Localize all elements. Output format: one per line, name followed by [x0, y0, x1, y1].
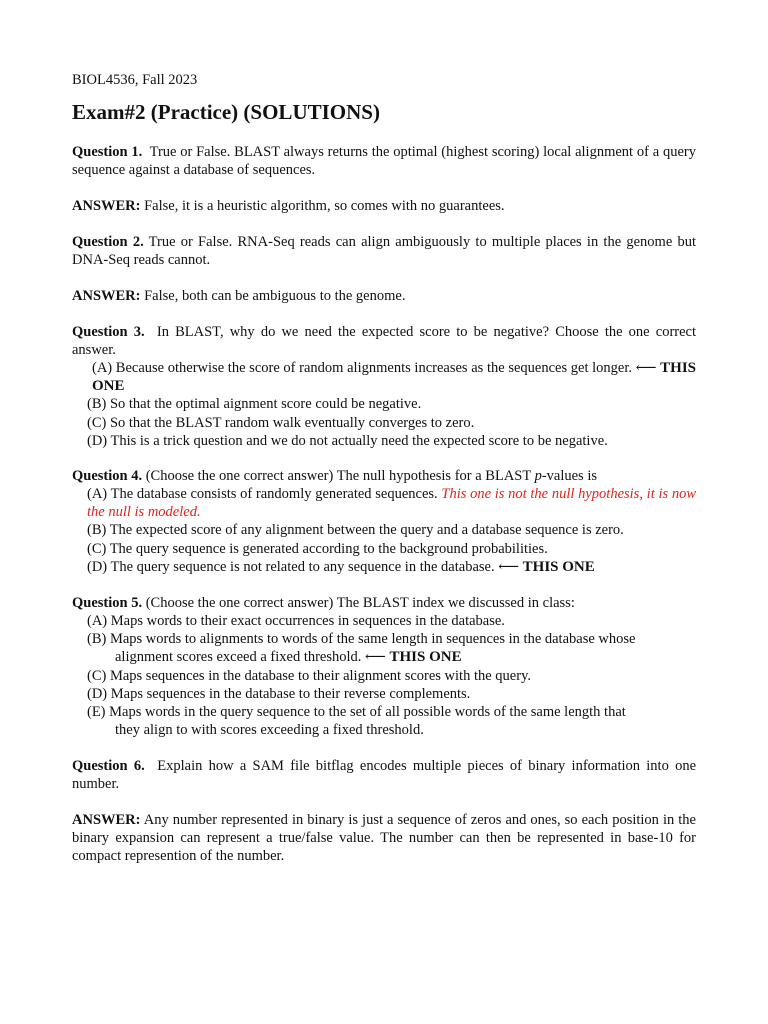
correct-marker: THIS ONE: [522, 558, 595, 575]
question-6: [72, 757, 696, 793]
course-line: BIOL4536, Fall 2023: [72, 72, 198, 88]
question-2-text: True or False. RNA-Seq reads can align ambiguously to multiple places in the genome but DNA-Seq reads cannot.: [72, 234, 697, 269]
question-3-text: In BLAST, why do we need the expected score to be negative? Choose the one correct answer.: [72, 324, 696, 359]
arrow-icon: ⟵: [498, 558, 520, 575]
question-4-option-b: (B) The expected score of any alignment between the query and a database sequence is zero.: [87, 522, 624, 539]
question-4-text-post: -values is: [541, 468, 597, 484]
option-text: alignment scores exceed a fixed threshold.: [115, 649, 362, 666]
question-2-label: Question 2.: [72, 234, 144, 250]
question-5-option-a: (A) Maps words to their exact occurrences in sequences in the database.: [87, 613, 505, 629]
option-text: (A) Because otherwise the score of random alignments increases as the sequences get longer.: [92, 360, 633, 376]
question-1: [72, 143, 696, 179]
question-5-option-e: (E) Maps words in the query sequence to the set of all possible words of the same length that: [87, 704, 626, 721]
question-1-text: True or False. BLAST always returns the optimal (highest scoring) local alignment of a query sequence against a database of sequences.: [72, 144, 696, 179]
question-3: [72, 323, 696, 359]
question-3-option-b: (B) So that the optimal aignment score could be negative.: [87, 396, 422, 413]
correct-marker: THIS ONE: [389, 649, 462, 666]
answer-1: [72, 197, 696, 215]
question-1-label: Question 1.: [72, 144, 143, 160]
question-3-option-d: (D) This is a trick question and we do not actually need the expected score to be negative.: [87, 432, 608, 449]
question-3-option-c: (C) So that the BLAST random walk eventually converges to zero.: [87, 414, 475, 431]
page-title: Exam#2 (Practice) (SOLUTIONS): [72, 100, 380, 124]
question-4-option-d: [72, 558, 696, 576]
answer-6-label: ANSWER:: [72, 812, 141, 828]
option-text: (D) The query sequence is not related to any sequence in the database.: [87, 558, 495, 575]
answer-1-label: ANSWER:: [72, 198, 141, 214]
question-3-label: Question 3.: [72, 324, 145, 340]
answer-2-label: ANSWER:: [72, 288, 141, 304]
question-5-option-b-cont: [72, 648, 696, 666]
answer-2-text: False, both can be ambiguous to the genome.: [144, 288, 406, 304]
question-4-option-c: (C) The query sequence is generated according to the background probabilities.: [87, 540, 548, 557]
question-6-label: Question 6.: [72, 758, 145, 774]
question-4-option-a: [72, 485, 696, 521]
answer-2: [72, 287, 696, 305]
instructor-note: This one is not the null hypothesis, it is now the null is modeled.: [87, 486, 696, 521]
question-4-options: [72, 485, 696, 576]
question-5-label: Question 5.: [72, 595, 143, 611]
answer-6-text: Any number represented in binary is just a sequence of zeros and ones, so each position in the binary expansion can represent a true/false value. The number can then be represented in base-10 for compact represention of the number.: [72, 812, 696, 865]
answer-6: [72, 811, 696, 866]
question-6-text: Explain how a SAM file bitflag encodes multiple pieces of binary information into one number.: [72, 758, 697, 793]
arrow-icon: ⟵: [635, 360, 657, 376]
question-5: [72, 594, 696, 612]
question-4-label: Question 4.: [72, 468, 143, 484]
answer-1-text: False, it is a heuristic algorithm, so comes with no guarantees.: [144, 198, 505, 214]
question-4-text-pre: (Choose the one correct answer) The null hypothesis for a BLAST: [145, 468, 531, 484]
question-5-option-c: (C) Maps sequences in the database to their alignment scores with the query.: [87, 667, 531, 684]
option-text: (A) The database consists of randomly generated sequences.: [87, 486, 438, 502]
question-5-option-e-cont: they align to with scores exceeding a fixed threshold.: [115, 722, 424, 739]
question-2: [72, 233, 696, 269]
correct-marker: THIS ONE: [92, 360, 697, 395]
question-5-options: [72, 612, 696, 739]
arrow-icon: ⟵: [365, 649, 386, 666]
question-3-options: [72, 359, 696, 450]
question-3-option-a: [72, 359, 696, 395]
question-4: [72, 467, 696, 485]
question-5-option-b: (B) Maps words to alignments to words of the same length in sequences in the database whose: [87, 631, 636, 648]
question-4-text-var: p: [534, 468, 542, 484]
question-5-text: (Choose the one correct answer) The BLAST index we discussed in class:: [145, 595, 575, 611]
question-5-option-d: (D) Maps sequences in the database to their reverse complements.: [87, 685, 471, 702]
